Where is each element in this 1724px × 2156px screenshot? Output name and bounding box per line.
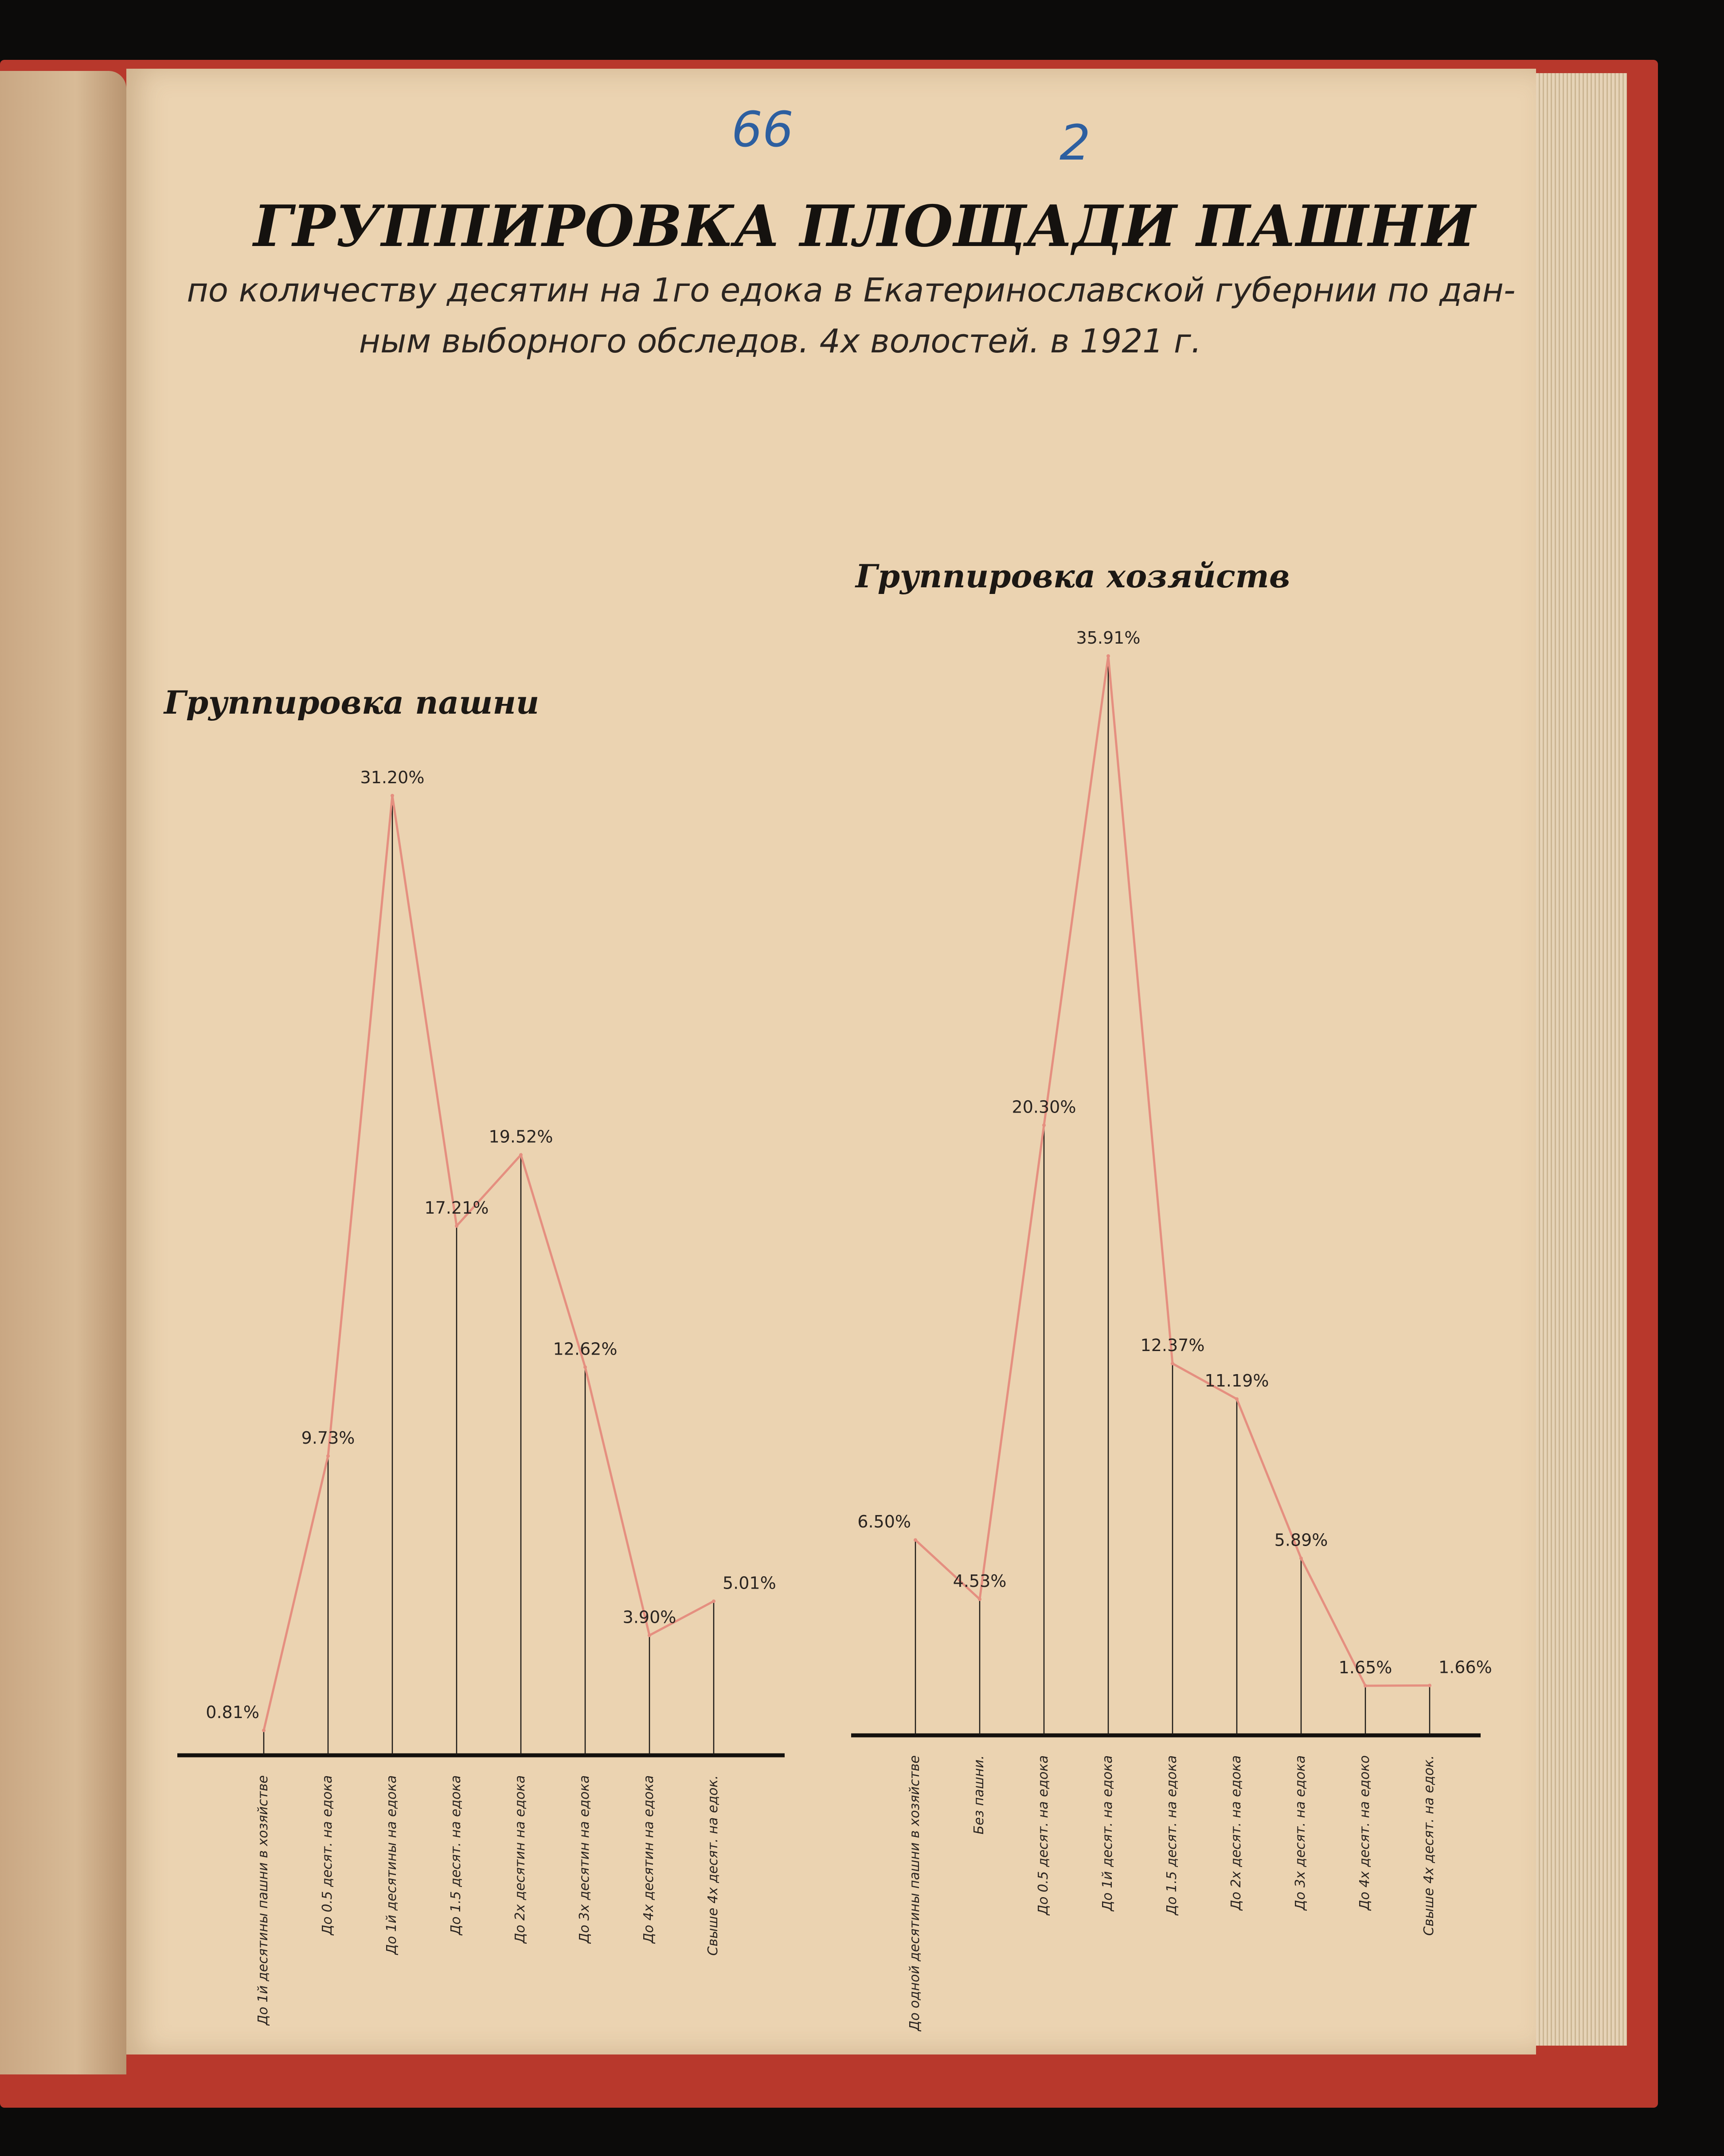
left-point-4 — [455, 1224, 458, 1228]
subtitle-line-1: по количеству десятин на 1го едока в Екатеринославской губернии по дан- — [187, 271, 1516, 309]
left-point-7 — [648, 1633, 651, 1637]
left-category-label-5: До 2х десятин на едока — [512, 1775, 528, 1944]
right-category-label-2: Без пашни. — [971, 1755, 987, 1835]
right-category-label-3: До 0.5 десят. на едока — [1036, 1755, 1051, 1915]
right-value-label-6: 11.19% — [1204, 1371, 1269, 1391]
right-category-label-7: До 3х десят. на едока — [1293, 1755, 1308, 1910]
right-value-label-1: 6.50% — [857, 1512, 911, 1532]
left-category-label-3: До 1й десятины на едока — [384, 1775, 399, 1955]
right-value-label-7: 5.89% — [1274, 1530, 1328, 1550]
left-category-label-1: До 1й десятины пашни в хозяйстве — [255, 1775, 271, 2026]
left-category-label-2: До 0.5 десят. на едока — [320, 1775, 335, 1935]
right-point-6 — [1235, 1397, 1239, 1401]
left-point-3 — [391, 794, 394, 797]
left-value-label-8: 5.01% — [723, 1573, 776, 1593]
right-point-4 — [1106, 654, 1110, 658]
right-value-label-4: 35.91% — [1076, 628, 1141, 648]
left-point-6 — [583, 1365, 587, 1369]
right-point-5 — [1171, 1362, 1174, 1365]
right-value-label-8: 1.65% — [1338, 1658, 1392, 1678]
right-category-label-8: До 4х десят. на едоко — [1357, 1755, 1372, 1910]
left-value-label-6: 12.62% — [553, 1339, 618, 1359]
left-value-label-3: 31.20% — [360, 768, 425, 787]
right-value-label-2: 4.53% — [953, 1571, 1007, 1591]
left-category-label-8: Свыше 4х десят. на едок. — [705, 1775, 721, 1956]
left-chart-title: Группировка пашни — [164, 684, 539, 721]
subtitle-line-2: ным выборного обследов. 4х волостей. в 1921 г. — [359, 322, 1202, 360]
right-category-label-1: До одной десятины пашни в хозяйстве — [907, 1755, 923, 2031]
left-category-label-4: До 1.5 десят. на едока — [448, 1775, 464, 1935]
left-point-1 — [262, 1729, 266, 1732]
left-point-5 — [519, 1153, 523, 1156]
right-category-label-4: До 1й десят. на едока — [1100, 1755, 1115, 1911]
right-point-8 — [1364, 1684, 1367, 1687]
left-series-line — [264, 796, 714, 1730]
right-value-label-9: 1.66% — [1439, 1657, 1492, 1677]
page-title: ГРУППИРОВКА ПЛОЩАДИ ПАШНИ — [253, 193, 1476, 260]
right-category-label-5: До 1.5 десят. на едока — [1164, 1755, 1180, 1915]
left-point-8 — [712, 1599, 715, 1603]
right-value-label-3: 20.30% — [1012, 1097, 1076, 1117]
right-point-9 — [1428, 1683, 1431, 1687]
left-category-label-6: До 3х десятин на едока — [577, 1775, 592, 1944]
right-chart-title: Группировка хозяйств — [856, 557, 1290, 595]
left-value-label-4: 17.21% — [424, 1198, 489, 1218]
right-point-7 — [1299, 1557, 1303, 1560]
folio-left: 66 — [731, 101, 794, 158]
folio-right: 2 — [1059, 114, 1091, 171]
left-value-label-7: 3.90% — [622, 1607, 676, 1627]
left-category-label-7: До 4х десятин на едока — [641, 1775, 657, 1944]
left-point-2 — [326, 1454, 330, 1458]
left-value-label-2: 9.73% — [301, 1428, 355, 1448]
right-value-label-5: 12.37% — [1140, 1336, 1205, 1355]
right-point-3 — [1042, 1123, 1046, 1127]
left-value-label-1: 0.81% — [206, 1702, 259, 1722]
chart-layer — [177, 628, 1492, 2032]
right-point-1 — [914, 1538, 917, 1542]
right-category-label-6: До 2х десят. на едока — [1228, 1755, 1244, 1910]
right-category-label-9: Свыше 4х десят. на едок. — [1421, 1755, 1437, 1936]
right-point-2 — [978, 1597, 981, 1601]
left-value-label-5: 19.52% — [489, 1127, 553, 1147]
